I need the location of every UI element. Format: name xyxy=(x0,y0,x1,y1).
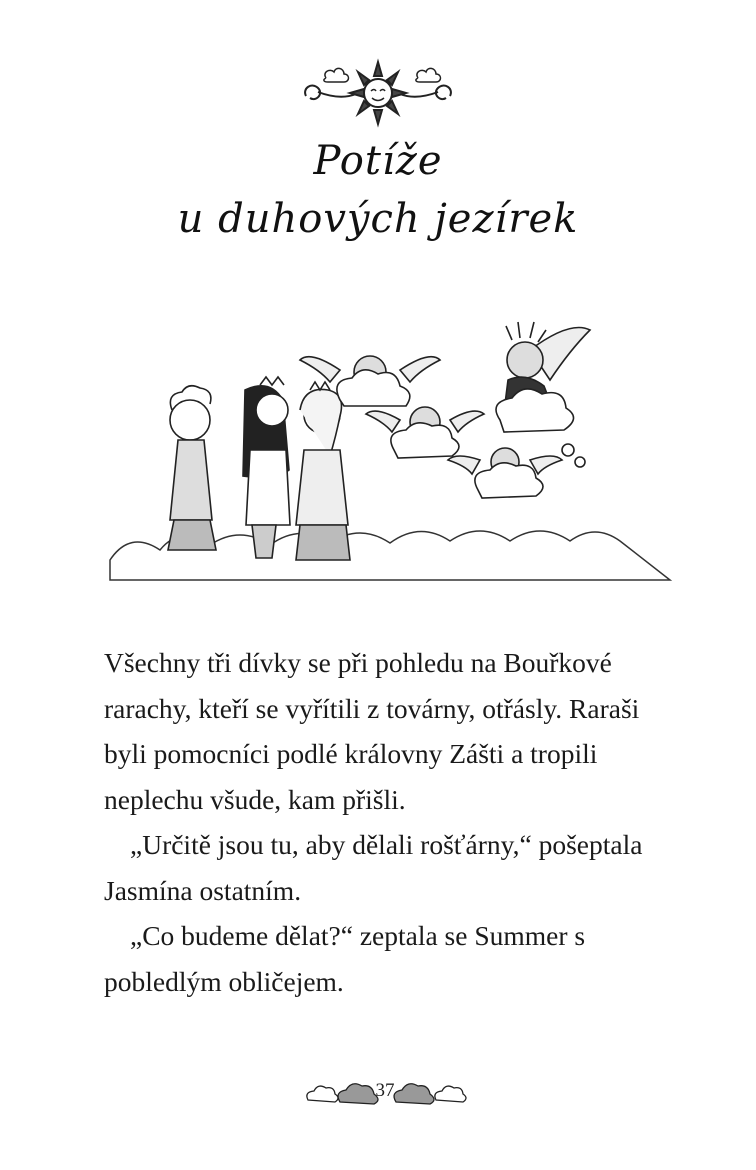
page-footer xyxy=(300,1074,470,1114)
chapter-title xyxy=(0,132,756,248)
paragraph: „Určitě jsou tu, aby dělali rošťárny,“ pošeptala Jasmína ostatním. xyxy=(104,829,643,906)
sun-ornament-icon xyxy=(298,58,458,128)
paragraph: Všechny tři dívky se při pohledu na Bouřkové rarachy, kteří se vyřítili z továrny, otřásly. Raraši byli pomocníci podlé královny Zášti a tropili neplechu všude, kam přišli. xyxy=(104,647,640,815)
girls-and-storm-imps-illustration xyxy=(100,310,680,590)
body-text xyxy=(104,640,674,1004)
chapter-title-line-2: u duhových jezírek xyxy=(177,196,579,242)
paragraph: „Co budeme dělat?“ zeptala se Summer s pobledlým obličejem. xyxy=(104,920,586,997)
page-number: 37 xyxy=(375,1080,395,1101)
chapter-title-line-1: Potíže xyxy=(313,138,443,184)
